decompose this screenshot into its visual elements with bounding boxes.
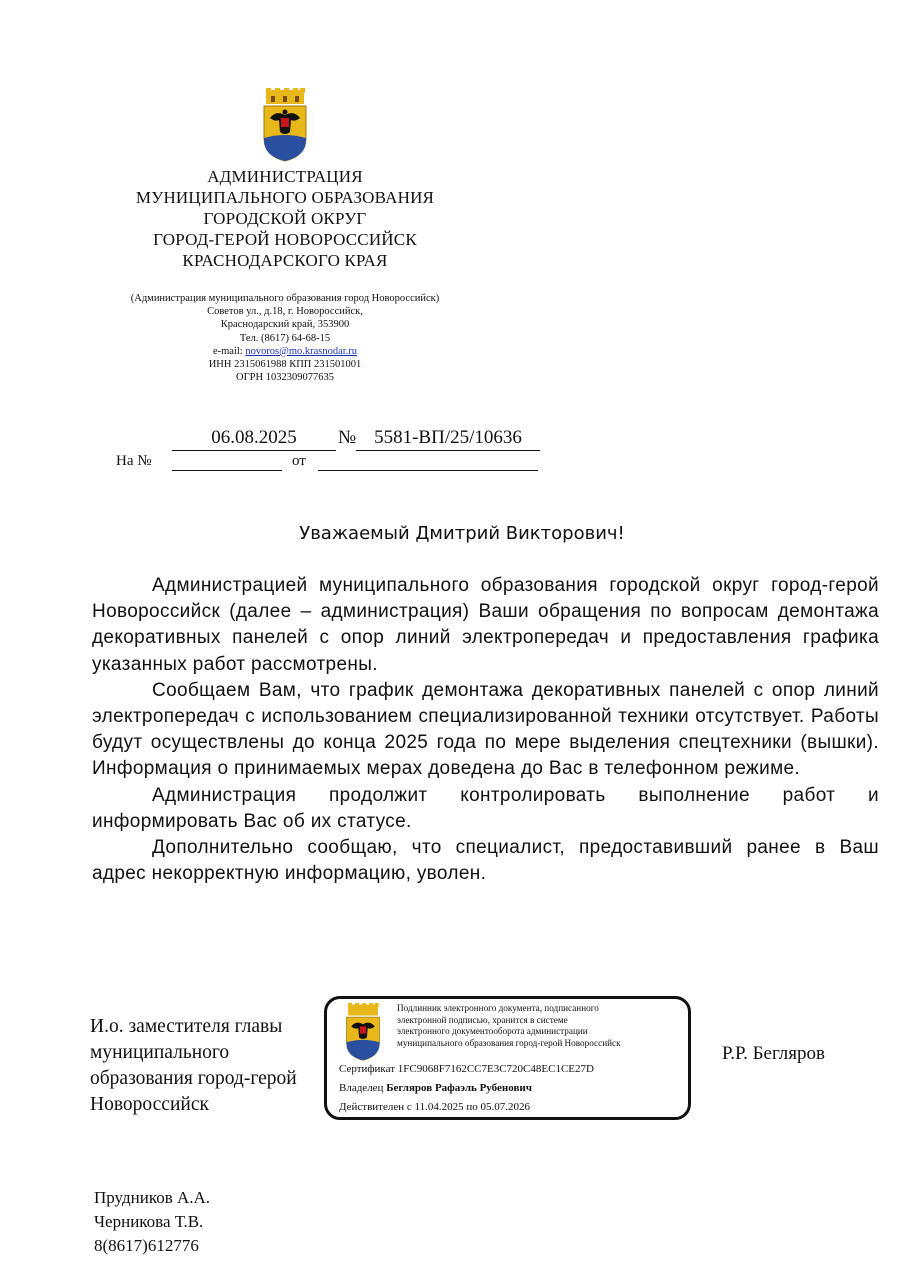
- signer-title: [90, 1014, 330, 1118]
- signer-title-line: муниципального: [90, 1042, 230, 1063]
- signer-name: Р.Р. Бегляров: [722, 1043, 825, 1064]
- org-line: МУНИЦИПАЛЬНОГО ОБРАЗОВАНИЯ: [135, 188, 435, 207]
- reference-date-blank: [318, 470, 538, 471]
- address-line: Краснодарский край, 353900: [220, 319, 350, 331]
- email-row: [100, 345, 470, 358]
- owner-label: Владелец: [339, 1082, 387, 1094]
- certificate-number: Сертификат 1FC9068F7162CC7E3C720C48EC1CE27D: [339, 1063, 594, 1075]
- address-line: Советов ул., д.18, г. Новороссийск,: [207, 306, 363, 318]
- stamp-header: [397, 1003, 687, 1049]
- stamp-header-line: электронной подписью, хранится в системе: [397, 1014, 568, 1025]
- executor-line: Прудников А.А.: [94, 1188, 211, 1207]
- inn: ИНН 2315061988 КПП 231501001: [208, 359, 362, 371]
- org-line: ГОРОДСКОЙ ОКРУГ: [203, 209, 367, 228]
- org-line: ГОРОД-ГЕРОЙ НОВОРОССИЙСК: [153, 230, 417, 249]
- greeting: Уважаемый Дмитрий Викторович!: [299, 523, 625, 544]
- certificate-owner: [339, 1082, 532, 1094]
- reference-number-label: На №: [116, 453, 152, 469]
- email-link[interactable]: novoros@mo.krasnodar.ru: [245, 345, 358, 357]
- email-label: e-mail:: [212, 345, 246, 357]
- executors: [94, 1186, 210, 1258]
- coat-of-arms-icon: [344, 1003, 382, 1061]
- org-line: АДМИНИСТРАЦИЯ: [207, 167, 363, 186]
- reference-date-label: от: [292, 453, 306, 469]
- owner-name: Бегляров Рафаэль Рубенович: [386, 1082, 532, 1094]
- paragraph: Сообщаем Вам, что график демонтажа декоративных панелей с опор линий электропередач с использованием специализированной техники отсутствует. Работы будут осуществлены до конца 2025 года по мере выделения спецтехники (вышки). Информация о принимаемых мерах доведена до Вас в телефонном режиме.: [92, 679, 879, 780]
- coat-of-arms-icon: [262, 88, 308, 162]
- organization-address: [100, 292, 470, 384]
- signer-title-line: И.о. заместителя главы: [90, 1016, 283, 1037]
- stamp-header-line: электронного документооборота администрации: [397, 1026, 588, 1037]
- paragraph: Дополнительно сообщаю, что специалист, предоставивший ранее в Ваш адрес некорректную информацию, уволен.: [92, 837, 879, 885]
- org-line: КРАСНОДАРСКОГО КРАЯ: [182, 251, 388, 270]
- registration-number: 5581-ВП/25/10636: [356, 426, 540, 451]
- paragraph: Администрацией муниципального образования городской округ город-герой Новороссийск (далее – администрация) Ваши обращения по вопросам демонтажа декоративных панелей с опор линий электропередач и предоставления графика указанных работ рассмотрены.: [92, 575, 879, 675]
- executor-line: Черникова Т.В.: [94, 1212, 204, 1231]
- phone: Тел. (8617) 64-68-15: [239, 332, 331, 344]
- certificate-validity: Действителен с 11.04.2025 по 05.07.2026: [339, 1101, 530, 1113]
- reference-number-blank: [172, 470, 282, 471]
- paragraph: Администрация продолжит контролировать выполнение работ и информировать Вас об их статусе.: [92, 784, 879, 832]
- organization-name: [100, 166, 470, 271]
- signer-title-line: Новороссийск: [90, 1094, 209, 1115]
- stamp-header-line: муниципального образования город-герой Новороссийск: [397, 1037, 621, 1048]
- number-sign: №: [338, 427, 357, 448]
- signer-title-line: образования город-герой: [90, 1068, 297, 1089]
- electronic-signature-stamp: [324, 996, 691, 1120]
- address-line: (Администрация муниципального образования город Новороссийск): [130, 293, 440, 304]
- stamp-header-line: Подлинник электронного документа, подписанного: [397, 1003, 599, 1013]
- registration-date: 06.08.2025: [172, 426, 336, 451]
- ogrn: ОГРН 1032309077635: [236, 372, 334, 384]
- executor-phone: 8(8617)612776: [94, 1236, 199, 1255]
- letter-body: [92, 573, 879, 887]
